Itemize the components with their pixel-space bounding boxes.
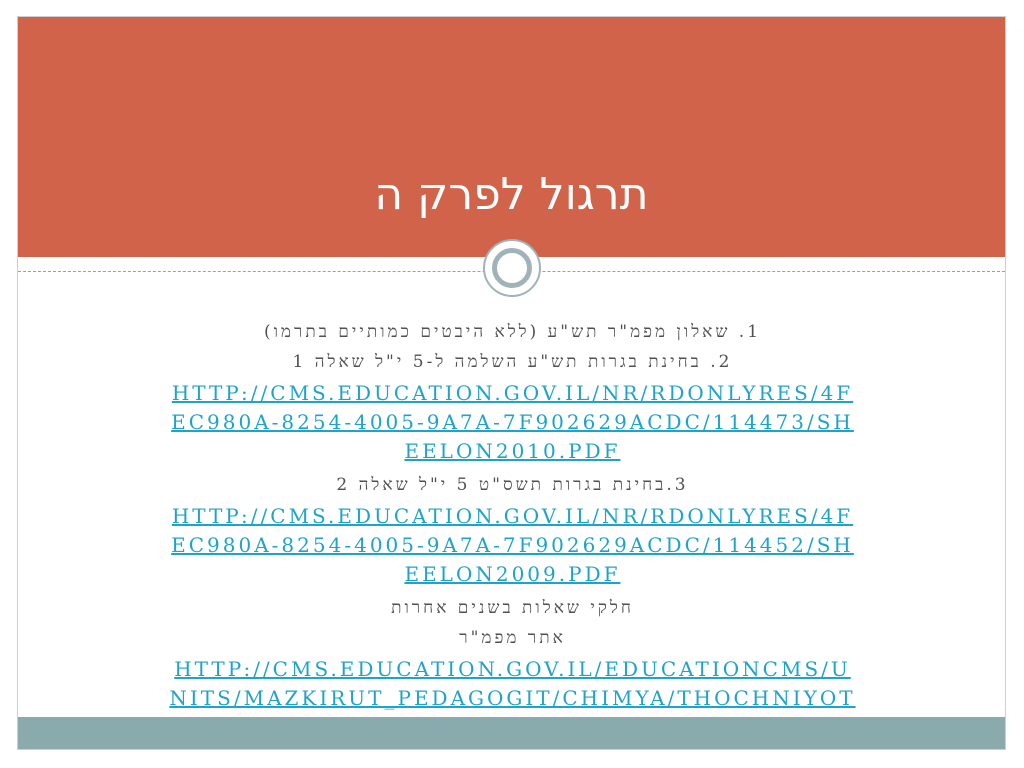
link-sheelon-2010[interactable]: HTTP://CMS.EDUCATION.GOV.IL/NR/RDONLYRES/4FEC980A-8254-4005-9A7A-7F902629ACDC/114473/SHEELON2010.PDF [171, 381, 854, 463]
list-item-3: 3.בחינת בגרות תשס"ט 5 י"ל שאלה 2 [336, 475, 689, 495]
slide-title: תרגול לפרק ה [374, 169, 649, 220]
slide [17, 16, 1006, 750]
circle-ornament-icon [483, 239, 541, 297]
footer-band [18, 717, 1005, 750]
list-item-1: 1. שאלון מפמ"ר תש"ע (ללא היבטים כמותיים בתרמו) [263, 322, 762, 342]
link-yachal[interactable]: HTTP://CMS.EDUCATION.GOV.IL/EDUCATIONCMS/UNITS/MAZKIRUT_PEDAGOGIT/CHIMYA/THOCHNIYOT [169, 657, 856, 710]
list-item-mafmar-site: אתר מפמ"ר [459, 628, 566, 648]
circle-ornament-inner [492, 248, 532, 288]
list-item-2: 2. בחינת בגרות תש"ע השלמה ל-5 י"ל שאלה 1 [292, 352, 733, 372]
link-sheelon-2009[interactable]: HTTP://CMS.EDUCATION.GOV.IL/NR/RDONLYRES/4FEC980A-8254-4005-9A7A-7F902629ACDC/114452/SHEELON2009.PDF [171, 504, 854, 586]
slide-body [168, 317, 857, 746]
list-item-other-years: חלקי שאלות בשנים אחרות [391, 598, 634, 618]
